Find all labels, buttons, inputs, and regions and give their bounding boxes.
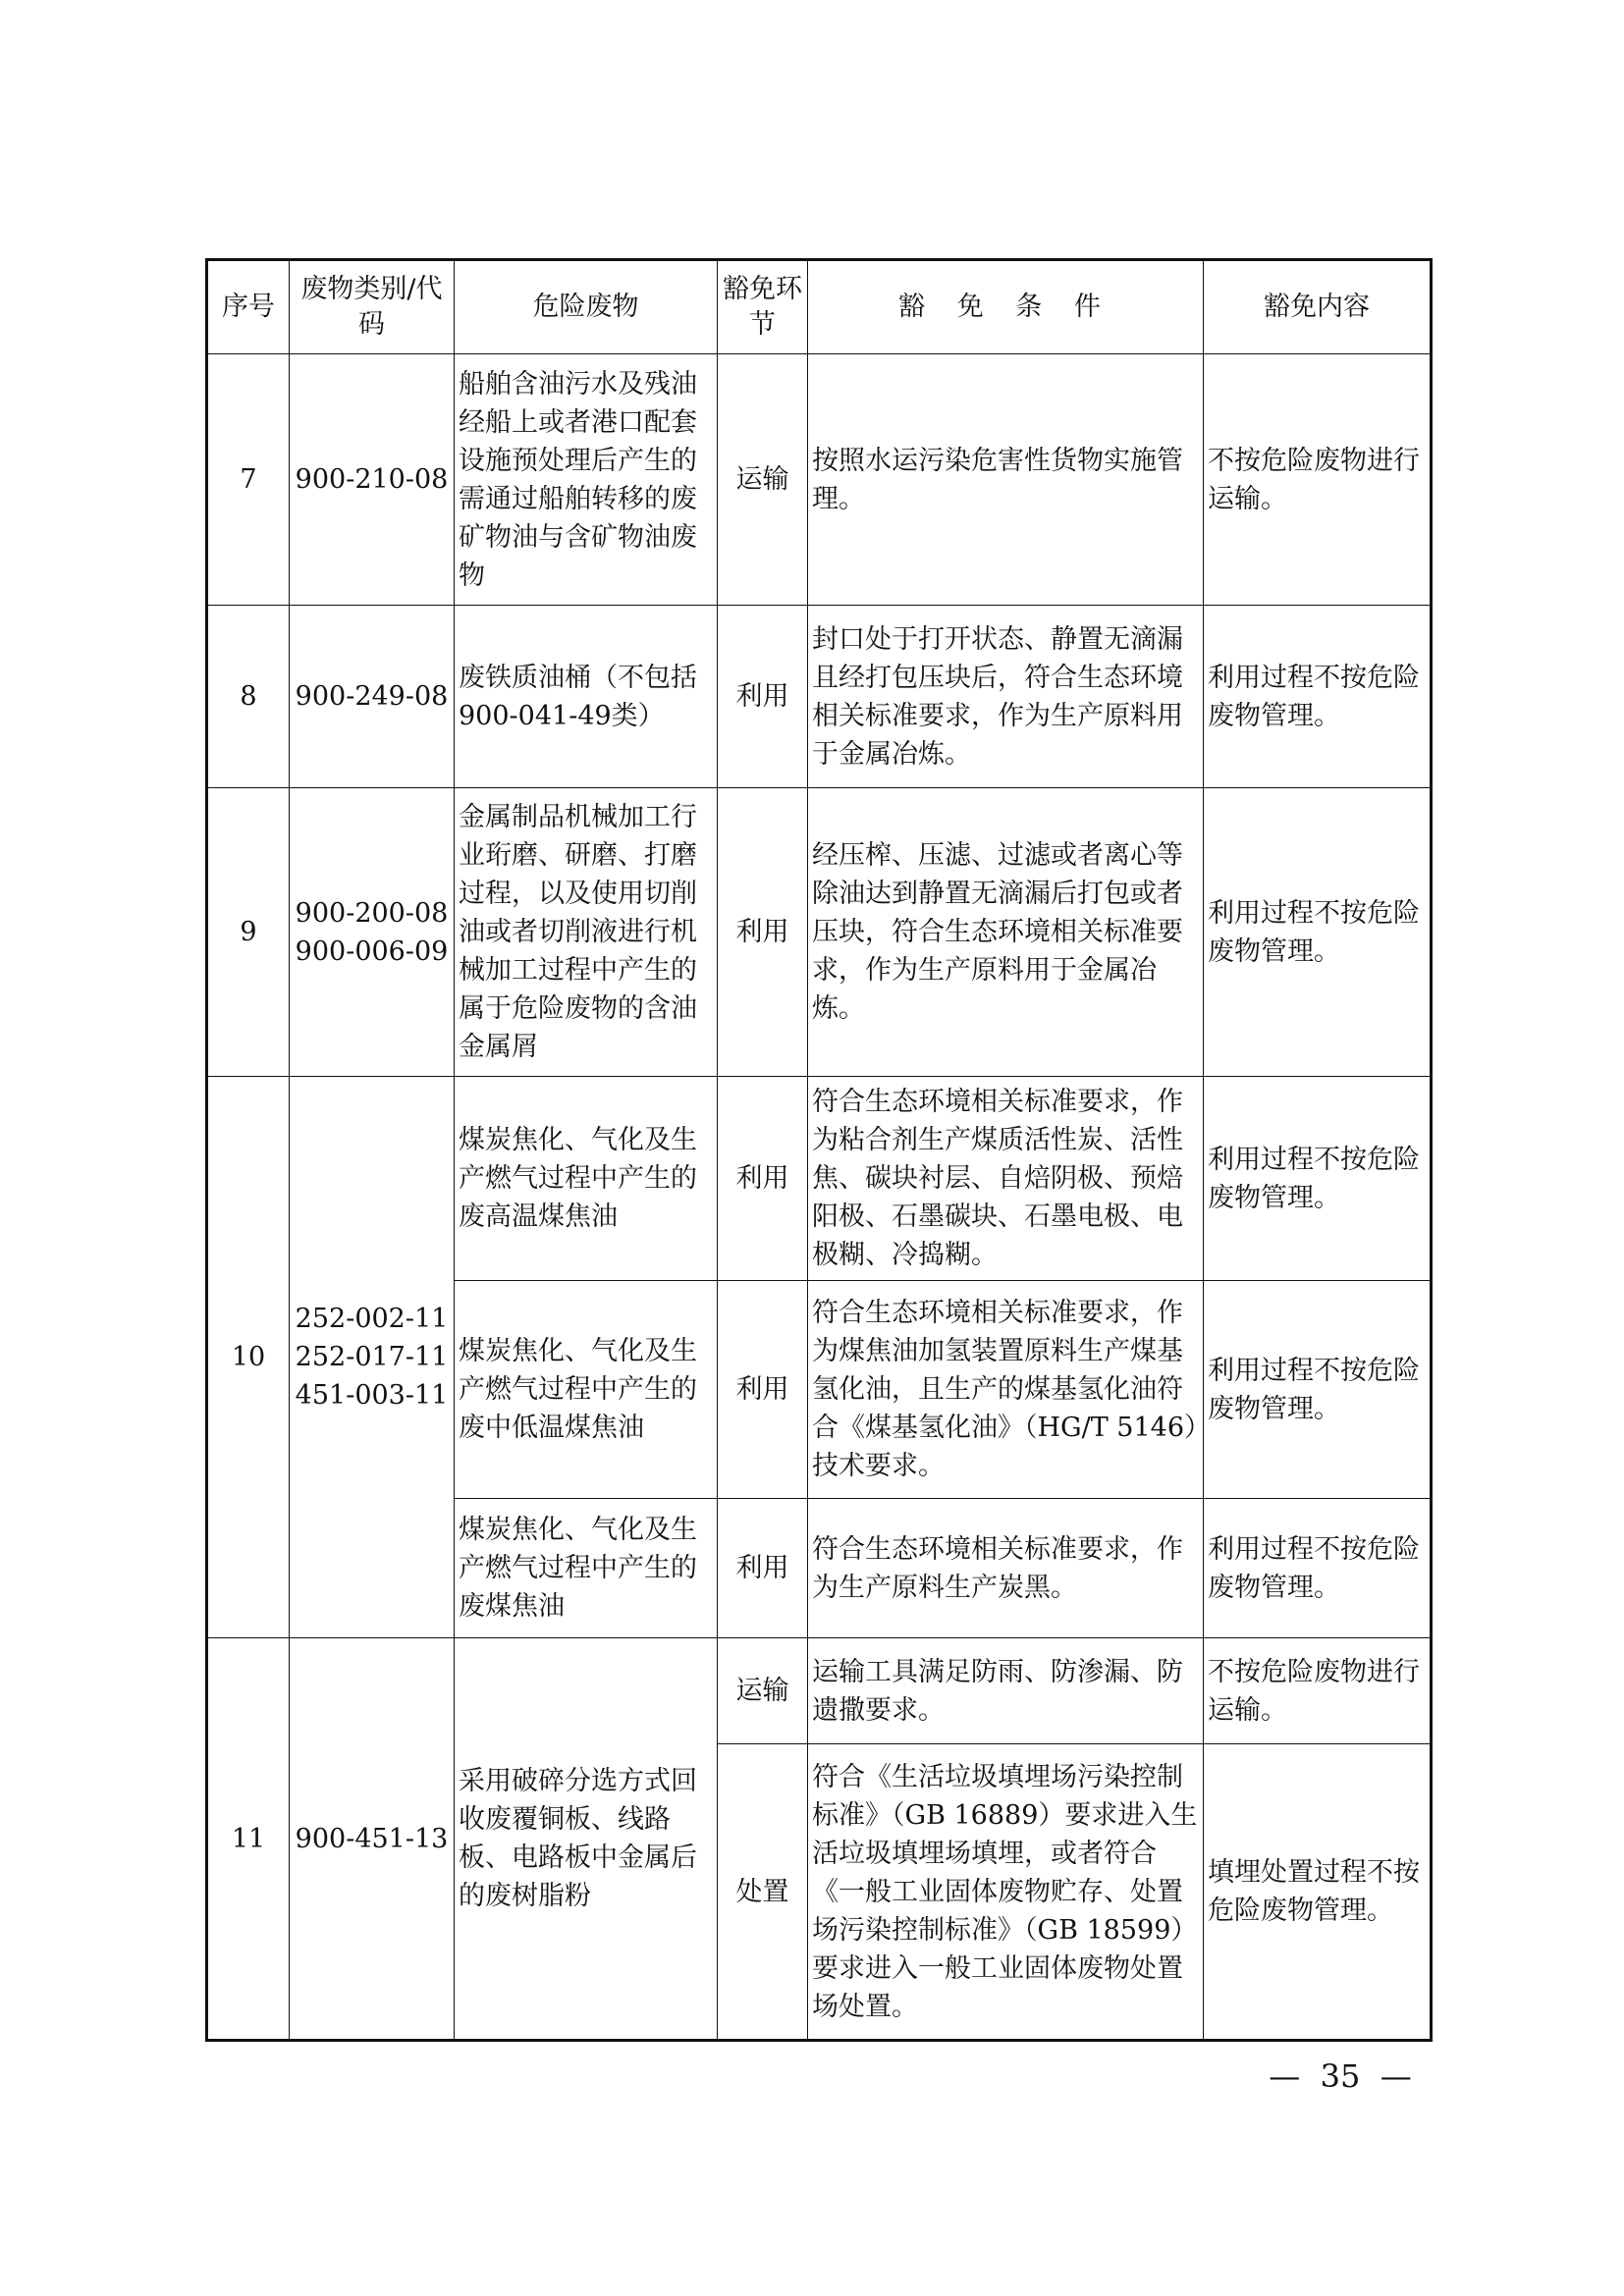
table-row <box>207 788 1432 1077</box>
row-condition: 符合生态环境相关标准要求，作为粘合剂生产煤质活性炭、活性焦、碳块衬层、自焙阴极、预焙阳极、石墨碳块、石墨电极、电极糊、冷捣糊。 <box>808 1077 1204 1281</box>
row-stage: 运输 <box>718 1638 808 1744</box>
row-stage: 运输 <box>718 354 808 606</box>
row-waste: 煤炭焦化、气化及生产燃气过程中产生的废高温煤焦油 <box>455 1077 718 1281</box>
row-condition: 符合生态环境相关标准要求，作为生产原料生产炭黑。 <box>808 1499 1204 1638</box>
row-waste: 煤炭焦化、气化及生产燃气过程中产生的废中低温煤焦油 <box>455 1281 718 1499</box>
row-content: 不按危险废物进行运输。 <box>1204 1638 1432 1744</box>
row-stage: 利用 <box>718 1499 808 1638</box>
header-seq: 序号 <box>207 260 290 354</box>
row-seq: 8 <box>207 606 290 788</box>
row-seq: 7 <box>207 354 290 606</box>
row-waste: 船舶含油污水及残油经船上或者港口配套设施预处理后产生的需通过船舶转移的废矿物油与含矿物油废物 <box>455 354 718 606</box>
page-number: — 35 — <box>1269 2057 1412 2095</box>
table-header-row <box>207 260 1432 354</box>
row-condition: 符合《生活垃圾填埋场污染控制标准》（GB 16889）要求进入生活垃圾填埋场填埋，或者符合《一般工业固体废物贮存、处置场污染控制标准》（GB 18599）要求进入一般工业固体废物处置场处置。 <box>808 1744 1204 2041</box>
row-content: 不按危险废物进行运输。 <box>1204 354 1432 606</box>
table-row <box>207 606 1432 788</box>
row-stage: 利用 <box>718 606 808 788</box>
row-code: 900-200-08 900-006-09 <box>290 788 455 1077</box>
row-content: 利用过程不按危险废物管理。 <box>1204 606 1432 788</box>
row-condition: 符合生态环境相关标准要求，作为煤焦油加氢装置原料生产煤基氢化油，且生产的煤基氢化油符合《煤基氢化油》（HG/T 5146）技术要求。 <box>808 1281 1204 1499</box>
table-row <box>207 1638 1432 1744</box>
row-content: 利用过程不按危险废物管理。 <box>1204 1077 1432 1281</box>
row-waste: 煤炭焦化、气化及生产燃气过程中产生的废煤焦油 <box>455 1499 718 1638</box>
row-code: 252-002-11 252-017-11 451-003-11 <box>290 1077 455 1638</box>
row-content: 利用过程不按危险废物管理。 <box>1204 1499 1432 1638</box>
table-row <box>207 354 1432 606</box>
row-waste: 金属制品机械加工行业珩磨、研磨、打磨过程，以及使用切削油或者切削液进行机械加工过程中产生的属于危险废物的含油金属屑 <box>455 788 718 1077</box>
row-code: 900-451-13 <box>290 1638 455 2041</box>
header-content: 豁免内容 <box>1204 260 1432 354</box>
row-condition: 按照水运污染危害性货物实施管理。 <box>808 354 1204 606</box>
row-condition: 封口处于打开状态、静置无滴漏且经打包压块后，符合生态环境相关标准要求，作为生产原料用于金属冶炼。 <box>808 606 1204 788</box>
row-condition: 运输工具满足防雨、防渗漏、防遗撒要求。 <box>808 1638 1204 1744</box>
row-seq: 9 <box>207 788 290 1077</box>
row-code: 900-210-08 <box>290 354 455 606</box>
header-waste: 危险废物 <box>455 260 718 354</box>
row-stage: 利用 <box>718 1281 808 1499</box>
row-seq: 11 <box>207 1638 290 2041</box>
row-stage: 处置 <box>718 1744 808 2041</box>
row-waste: 废铁质油桶（不包括900-041-49类） <box>455 606 718 788</box>
header-stage: 豁免环节 <box>718 260 808 354</box>
header-condition: 豁 免 条 件 <box>808 260 1204 354</box>
row-waste: 采用破碎分选方式回收废覆铜板、线路板、电路板中金属后的废树脂粉 <box>455 1638 718 2041</box>
row-content: 填埋处置过程不按危险废物管理。 <box>1204 1744 1432 2041</box>
table-row <box>207 1077 1432 1281</box>
row-condition: 经压榨、压滤、过滤或者离心等除油达到静置无滴漏后打包或者压块，符合生态环境相关标准要求，作为生产原料用于金属冶炼。 <box>808 788 1204 1077</box>
row-seq: 10 <box>207 1077 290 1638</box>
row-stage: 利用 <box>718 788 808 1077</box>
row-code: 900-249-08 <box>290 606 455 788</box>
row-content: 利用过程不按危险废物管理。 <box>1204 1281 1432 1499</box>
row-content: 利用过程不按危险废物管理。 <box>1204 788 1432 1077</box>
header-category: 废物类别/代码 <box>290 260 455 354</box>
exemption-table <box>205 258 1433 2042</box>
row-stage: 利用 <box>718 1077 808 1281</box>
